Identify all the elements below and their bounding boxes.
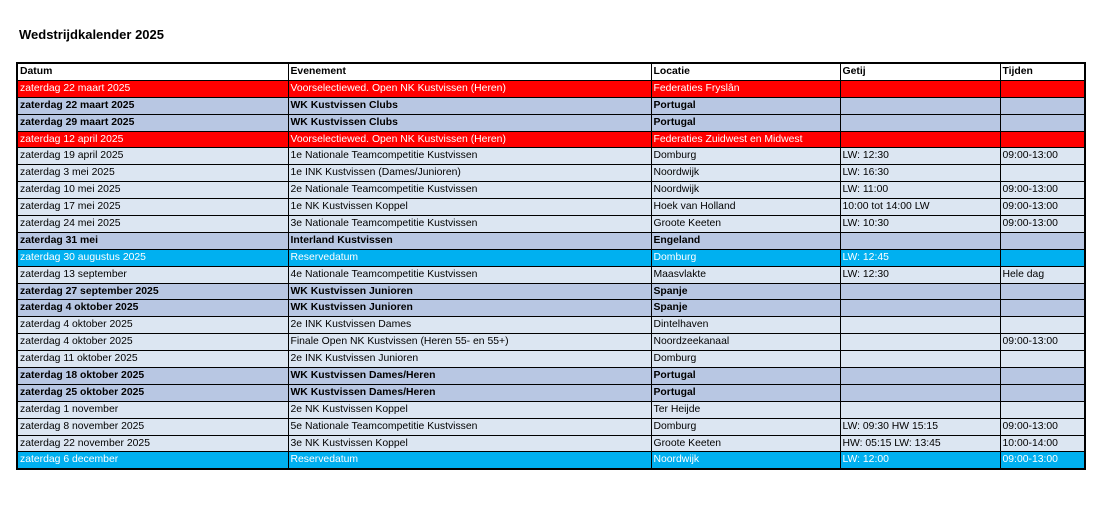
cell-evenement: 1e INK Kustvissen (Dames/Junioren) [288,165,651,182]
cell-locatie: Federaties Zuidwest en Midwest [651,131,840,148]
table-row [17,148,1085,165]
cell-locatie: Domburg [651,148,840,165]
cell-locatie: Portugal [651,368,840,385]
cell-locatie: Spanje [651,283,840,300]
cell-datum: zaterdag 12 april 2025 [17,131,288,148]
cell-tijden: 10:00-14:00 [1000,435,1085,452]
cell-locatie: Federaties Fryslân [651,80,840,97]
cell-tijden: 09:00-13:00 [1000,199,1085,216]
cell-evenement: Reservedatum [288,452,651,469]
cell-tijden [1000,249,1085,266]
cell-datum: zaterdag 25 oktober 2025 [17,384,288,401]
cell-getij [840,232,1000,249]
cell-locatie: Noordzeekanaal [651,334,840,351]
table-row [17,131,1085,148]
cell-tijden [1000,283,1085,300]
cell-tijden: 09:00-13:00 [1000,216,1085,233]
cell-datum: zaterdag 24 mei 2025 [17,216,288,233]
cell-locatie: Engeland [651,232,840,249]
cell-getij [840,283,1000,300]
cell-getij [840,317,1000,334]
cell-datum: zaterdag 27 september 2025 [17,283,288,300]
cell-getij [840,80,1000,97]
cell-datum: zaterdag 4 oktober 2025 [17,317,288,334]
cell-evenement: 5e Nationale Teamcompetitie Kustvissen [288,418,651,435]
cell-getij [840,401,1000,418]
cell-evenement: Finale Open NK Kustvissen (Heren 55- en 55+) [288,334,651,351]
cell-getij: LW: 12:30 [840,266,1000,283]
header-datum: Datum [17,63,288,80]
cell-evenement: WK Kustvissen Clubs [288,97,651,114]
cell-tijden [1000,401,1085,418]
cell-tijden: 09:00-13:00 [1000,334,1085,351]
cell-evenement: Voorselectiewed. Open NK Kustvissen (Heren) [288,80,651,97]
cell-datum: zaterdag 3 mei 2025 [17,165,288,182]
cell-datum: zaterdag 30 augustus 2025 [17,249,288,266]
cell-locatie: Noordwijk [651,452,840,469]
cell-tijden [1000,97,1085,114]
cell-locatie: Dintelhaven [651,317,840,334]
cell-getij: LW: 11:00 [840,182,1000,199]
cell-datum: zaterdag 29 maart 2025 [17,114,288,131]
cell-evenement: 1e NK Kustvissen Koppel [288,199,651,216]
cell-tijden: 09:00-13:00 [1000,418,1085,435]
table-row [17,334,1085,351]
cell-datum: zaterdag 18 oktober 2025 [17,368,288,385]
cell-evenement: 1e Nationale Teamcompetitie Kustvissen [288,148,651,165]
table-row [17,266,1085,283]
cell-getij [840,334,1000,351]
cell-getij: LW: 10:30 [840,216,1000,233]
cell-getij: LW: 12:00 [840,452,1000,469]
cell-evenement: 4e Nationale Teamcompetitie Kustvissen [288,266,651,283]
table-row [17,283,1085,300]
cell-locatie: Maasvlakte [651,266,840,283]
cell-evenement: 2e NK Kustvissen Koppel [288,401,651,418]
cell-datum: zaterdag 22 november 2025 [17,435,288,452]
table-row [17,384,1085,401]
cell-evenement: Reservedatum [288,249,651,266]
cell-getij: LW: 12:30 [840,148,1000,165]
cell-evenement: 2e INK Kustvissen Dames [288,317,651,334]
cell-locatie: Spanje [651,300,840,317]
table-row [17,165,1085,182]
cell-evenement: Interland Kustvissen [288,232,651,249]
cell-datum: zaterdag 8 november 2025 [17,418,288,435]
cell-datum: zaterdag 19 april 2025 [17,148,288,165]
table-header-row [17,63,1085,80]
cell-locatie: Noordwijk [651,165,840,182]
cell-datum: zaterdag 10 mei 2025 [17,182,288,199]
cell-locatie: Noordwijk [651,182,840,199]
cell-tijden [1000,232,1085,249]
table-row [17,435,1085,452]
table-body [17,80,1085,469]
cell-tijden [1000,351,1085,368]
cell-evenement: 2e INK Kustvissen Junioren [288,351,651,368]
cell-evenement: Voorselectiewed. Open NK Kustvissen (Heren) [288,131,651,148]
cell-tijden [1000,368,1085,385]
cell-locatie: Portugal [651,97,840,114]
cell-getij [840,368,1000,385]
cell-getij: LW: 09:30 HW 15:15 [840,418,1000,435]
header-getij: Getij [840,63,1000,80]
table-row [17,114,1085,131]
table-row [17,249,1085,266]
cell-evenement: 3e NK Kustvissen Koppel [288,435,651,452]
cell-locatie: Domburg [651,351,840,368]
table-row [17,317,1085,334]
cell-getij: LW: 12:45 [840,249,1000,266]
header-evenement: Evenement [288,63,651,80]
calendar-table [16,62,1086,470]
cell-evenement: WK Kustvissen Junioren [288,283,651,300]
cell-datum: zaterdag 4 oktober 2025 [17,334,288,351]
table-row [17,232,1085,249]
cell-locatie: Domburg [651,249,840,266]
cell-locatie: Domburg [651,418,840,435]
cell-tijden [1000,165,1085,182]
cell-tijden [1000,80,1085,97]
table-row [17,300,1085,317]
cell-tijden [1000,317,1085,334]
table-row [17,80,1085,97]
cell-getij [840,384,1000,401]
table-row [17,351,1085,368]
cell-getij: 10:00 tot 14:00 LW [840,199,1000,216]
cell-locatie: Ter Heijde [651,401,840,418]
cell-locatie: Groote Keeten [651,435,840,452]
cell-datum: zaterdag 11 oktober 2025 [17,351,288,368]
cell-getij [840,131,1000,148]
table-row [17,182,1085,199]
header-locatie: Locatie [651,63,840,80]
cell-datum: zaterdag 1 november [17,401,288,418]
cell-tijden [1000,114,1085,131]
cell-datum: zaterdag 31 mei [17,232,288,249]
cell-getij [840,300,1000,317]
page-title: Wedstrijdkalender 2025 [19,27,164,42]
cell-datum: zaterdag 13 september [17,266,288,283]
cell-locatie: Groote Keeten [651,216,840,233]
table-row [17,418,1085,435]
cell-evenement: 3e Nationale Teamcompetitie Kustvissen [288,216,651,233]
cell-getij [840,114,1000,131]
table-row [17,452,1085,469]
cell-getij [840,97,1000,114]
cell-getij [840,351,1000,368]
cell-datum: zaterdag 22 maart 2025 [17,97,288,114]
cell-tijden [1000,384,1085,401]
cell-tijden: 09:00-13:00 [1000,452,1085,469]
cell-tijden [1000,300,1085,317]
table-row [17,368,1085,385]
table-row [17,97,1085,114]
cell-evenement: WK Kustvissen Dames/Heren [288,384,651,401]
cell-tijden: 09:00-13:00 [1000,148,1085,165]
table-row [17,401,1085,418]
cell-datum: zaterdag 4 oktober 2025 [17,300,288,317]
cell-locatie: Hoek van Holland [651,199,840,216]
table-row [17,199,1085,216]
cell-evenement: WK Kustvissen Clubs [288,114,651,131]
cell-datum: zaterdag 6 december [17,452,288,469]
cell-tijden: Hele dag [1000,266,1085,283]
cell-evenement: WK Kustvissen Junioren [288,300,651,317]
table-row [17,216,1085,233]
cell-datum: zaterdag 22 maart 2025 [17,80,288,97]
cell-evenement: WK Kustvissen Dames/Heren [288,368,651,385]
cell-locatie: Portugal [651,114,840,131]
cell-getij: LW: 16:30 [840,165,1000,182]
cell-locatie: Portugal [651,384,840,401]
cell-datum: zaterdag 17 mei 2025 [17,199,288,216]
header-tijden: Tijden [1000,63,1085,80]
cell-tijden [1000,131,1085,148]
cell-tijden: 09:00-13:00 [1000,182,1085,199]
cell-getij: HW: 05:15 LW: 13:45 [840,435,1000,452]
cell-evenement: 2e Nationale Teamcompetitie Kustvissen [288,182,651,199]
